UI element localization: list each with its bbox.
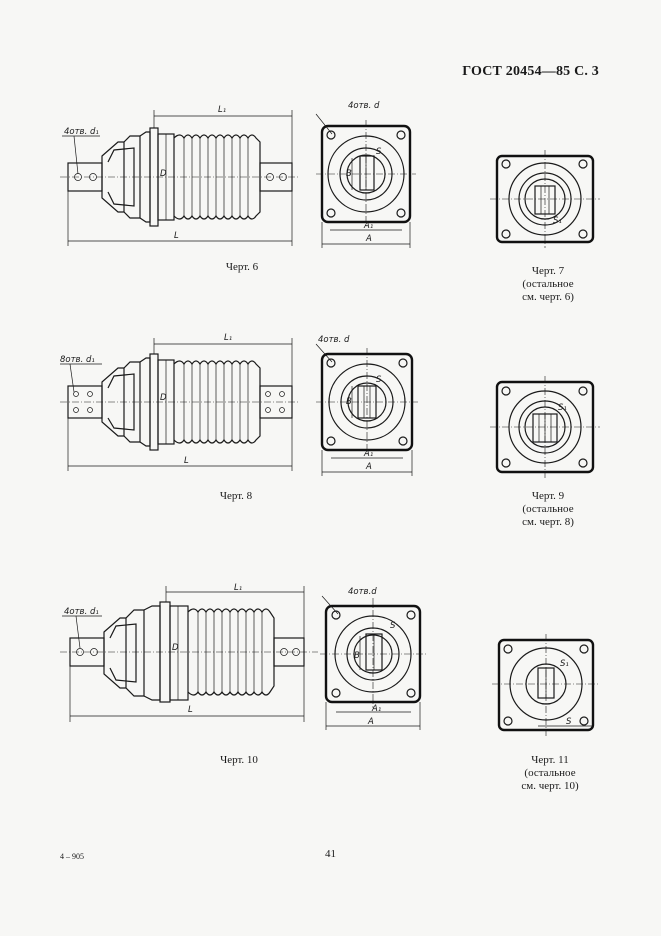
caption-chert-10: Черт. 10 [220,754,258,766]
dimension-L-label: L [184,456,189,466]
dimension-D-label: D [160,393,167,403]
caption-chert-9 [500,490,596,529]
dimension-A-label: A [366,462,372,472]
caption-chert-8: Черт. 8 [219,490,253,502]
front-holes-label: 4отв. d [318,335,350,345]
caption-line: см. черт. 10) [521,780,579,792]
caption-chert-7 [500,265,596,304]
caption-line: (остальное [522,503,574,515]
dimension-S-label: S [566,717,572,727]
dimension-L1-label: L₁ [234,583,243,593]
dimension-S-label: S [376,147,382,157]
dimension-D-label: D [160,169,167,179]
dimension-S1-label: S₁ [558,403,567,413]
dimension-S1-label: S₁ [560,659,569,669]
holes-label: 4отв. d₁ [64,607,99,617]
figure-block-1 [0,90,661,265]
front-holes-label: 4отв. d [348,101,380,111]
caption-line: Черт. 11 [531,754,569,766]
caption-line: (остальное [522,278,574,290]
caption-line: см. черт. 6) [522,291,574,303]
holes-label: 8отв. d₁ [60,355,95,365]
dimension-L-label: L [174,231,179,241]
dimension-S-label: S [390,621,396,631]
dimension-L1-label: L₁ [218,105,227,115]
insulator-side-view [60,338,298,471]
caption-line: Черт. 9 [531,490,565,502]
page-number: 41 [325,848,336,860]
holes-label: 4отв. d₁ [64,127,99,137]
footer-code: 4 – 905 [60,852,84,861]
dimension-A1-label: A₁ [372,704,382,714]
figure-block-3 [0,578,661,748]
dimension-S-label: S [376,375,382,385]
dimension-L-label: L [188,705,193,715]
dimension-L1-label: L₁ [224,333,233,343]
dimension-D-label: D [172,643,179,653]
caption-line: см. черт. 8) [522,516,574,528]
dimension-B-label: B [346,397,352,407]
alternative-front-view [490,150,600,248]
page-header: ГОСТ 20454—85 С. 3 [462,64,599,79]
caption-chert-6: Черт. 6 [225,261,259,273]
alternative-front-view [490,376,600,478]
caption-chert-11 [500,754,600,793]
dimension-B-label: B [354,651,360,661]
dimension-A1-label: A₁ [364,449,374,459]
dimension-B-label: B [346,169,352,179]
dimension-A-label: A [368,717,374,727]
figure-block-2 [0,330,661,490]
front-holes-label: 4отв.d [348,587,377,597]
dimension-A-label: A [366,234,372,244]
caption-line: Черт. 7 [531,265,565,277]
caption-line: (остальное [524,767,576,779]
dimension-A1-label: A₁ [364,221,374,231]
dimension-S1-label: S₁ [553,216,562,226]
alternative-front-view [492,634,600,736]
